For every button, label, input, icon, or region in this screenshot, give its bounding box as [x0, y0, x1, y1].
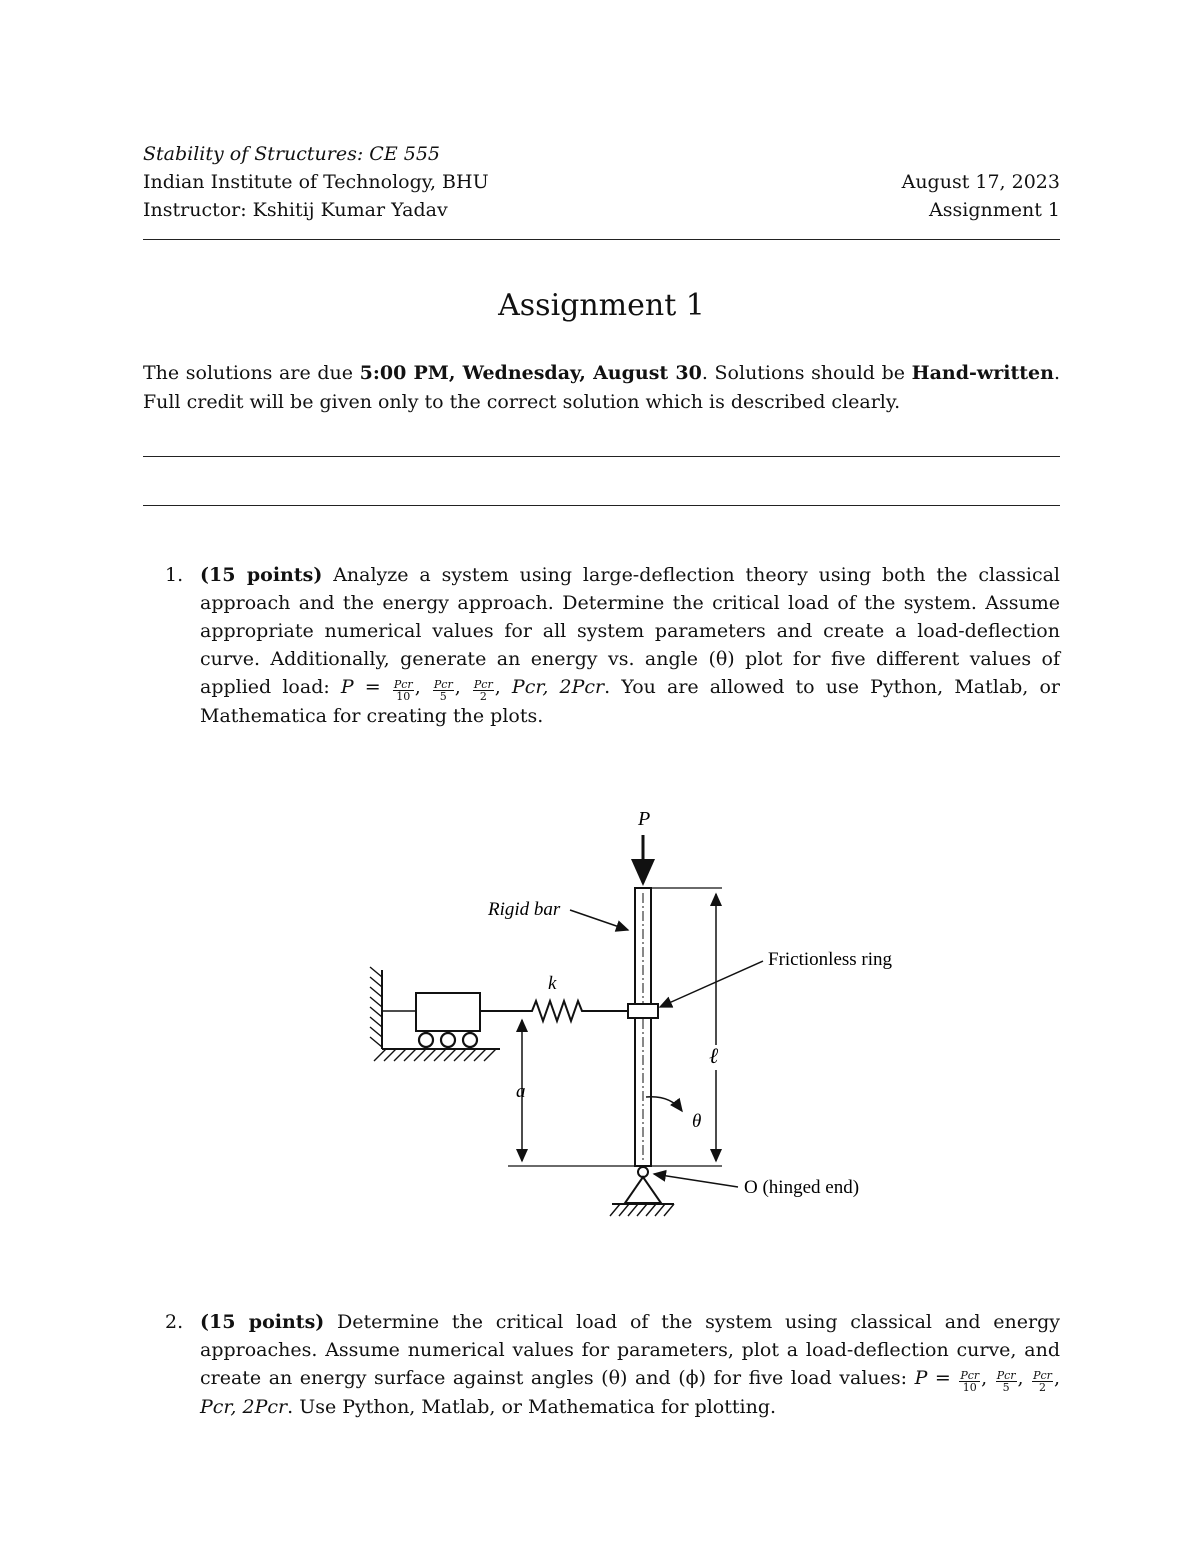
angle-label: θ [692, 1111, 702, 1132]
page-title: Assignment 1 [498, 288, 705, 323]
hinge-support [625, 1177, 661, 1203]
question-2: 2. (15 points) Determine the critical load of the system using classical and energy approaches. Assume numerical values for parameters, plot a load-deflection curve, and create an energy surface against angles (θ) and (ϕ) for five load values: P = $\frac{\text{Pcr}}{10}$ , $\frac{\text{Pcr}}{5}$ , $\frac{\text{Pcr}}{2}$ , Pcr, 2Pcr. Use Python, Matlab, or Mathematica for plotting. [165, 1308, 1060, 1421]
divider-rule [143, 505, 1060, 506]
spring [480, 1001, 628, 1021]
handwritten-note: Hand-written [911, 362, 1054, 384]
assignment-label: Assignment 1 [929, 199, 1060, 221]
question-text: Analyze a system using large-deflection theory using both the classical approach and the energy approach. Determine the critical load of the system. Assume appropriate numerical values for all system parameters and create a load-deflection curve. Additionally, generate an energy vs. angle (θ) plot for five different values of applied load: [200, 564, 1060, 698]
ground-hatch [374, 1049, 496, 1061]
ring-label: Frictionless ring [768, 949, 893, 970]
wall-hatch [370, 967, 382, 1047]
cart-wheel [463, 1033, 477, 1047]
due-mid: . Solutions should be [701, 362, 912, 384]
cart-wheel [441, 1033, 455, 1047]
question-number: 2. [165, 1311, 184, 1333]
question-text: Determine the critical load of the system using classical and energy approaches. Assume numerical values for parameters, plot a load-deflection curve, and create an energy surface against angles (θ) and (ϕ) for five load values: [200, 1311, 1060, 1389]
length-label: ℓ [709, 1043, 719, 1068]
cart-wheel [419, 1033, 433, 1047]
fraction: $\frac{\text{Pcr}}{2}$ [473, 678, 493, 703]
due-prefix: The solutions are due [143, 362, 360, 384]
load-values: Pcr, 2Pcr [200, 1396, 288, 1418]
question-points: (15 points) [200, 564, 323, 586]
spring-label: k [548, 973, 557, 994]
load-label: P [638, 808, 651, 830]
divider-rule [143, 456, 1060, 457]
load-lhs: P = [914, 1367, 951, 1389]
frictionless-ring [628, 1004, 658, 1018]
question-1: 1. (15 points) Analyze a system using large-deflection theory using both the classical approach and the energy approach. Determine the critical load of the system. Assume appropriate numerical values for all system parameters and create a load-deflection curve. Additionally, generate an energy vs. angle (θ) plot for five different values of applied load: P = $\frac{\text{Pcr}}{10}$ , $\frac{\text{Pcr}}{5}$ , $\frac{\text{Pcr}}{2}$ , Pcr, 2Pcr. You are allowed to use Python, Matlab, or Mathematica for creating the plots. [165, 561, 1060, 730]
structure-figure [360, 805, 920, 1230]
fraction: $\frac{\text{Pcr}}{10}$ [960, 1369, 980, 1394]
fraction: $\frac{\text{Pcr}}{5}$ [433, 678, 453, 703]
question-number: 1. [165, 564, 184, 586]
question-points: (15 points) [200, 1311, 325, 1333]
header-rule [143, 239, 1060, 240]
rigid-bar-label: Rigid bar [488, 899, 561, 920]
header-block [143, 140, 1060, 224]
due-suffix: . Full credit will be given only to the correct solution which is described clearly. [143, 362, 1060, 413]
fraction: $\frac{\text{Pcr}}{5}$ [996, 1369, 1016, 1394]
intro-paragraph [143, 359, 1060, 417]
institute-name: Indian Institute of Technology, BHU [143, 171, 489, 193]
load-lhs: P = [340, 676, 381, 698]
fraction: $\frac{\text{Pcr}}{2}$ [1033, 1369, 1052, 1394]
fraction: $\frac{\text{Pcr}}{10}$ [393, 678, 413, 703]
load-values: Pcr, 2Pcr [511, 676, 605, 698]
cart-body [416, 993, 480, 1031]
hinge-hatch [610, 1204, 674, 1216]
question-text-end: . You are allowed to use Python, Matlab, or Mathematica for creating the plots. [200, 676, 1060, 727]
height-label: a [516, 1081, 526, 1102]
rigid-bar-pointer [570, 910, 628, 930]
instructor-name: Instructor: Kshitij Kumar Yadav [143, 199, 448, 221]
date-text: August 17, 2023 [901, 171, 1060, 193]
question-text-end: . Use Python, Matlab, or Mathematica for plotting. [287, 1396, 777, 1418]
due-date: 5:00 PM, Wednesday, August 30 [359, 362, 702, 384]
hinge-pointer [654, 1174, 738, 1187]
course-title: Stability of Structures: CE 555 [143, 143, 441, 165]
hinge-label: O (hinged end) [744, 1177, 860, 1198]
ring-pointer [660, 961, 763, 1007]
